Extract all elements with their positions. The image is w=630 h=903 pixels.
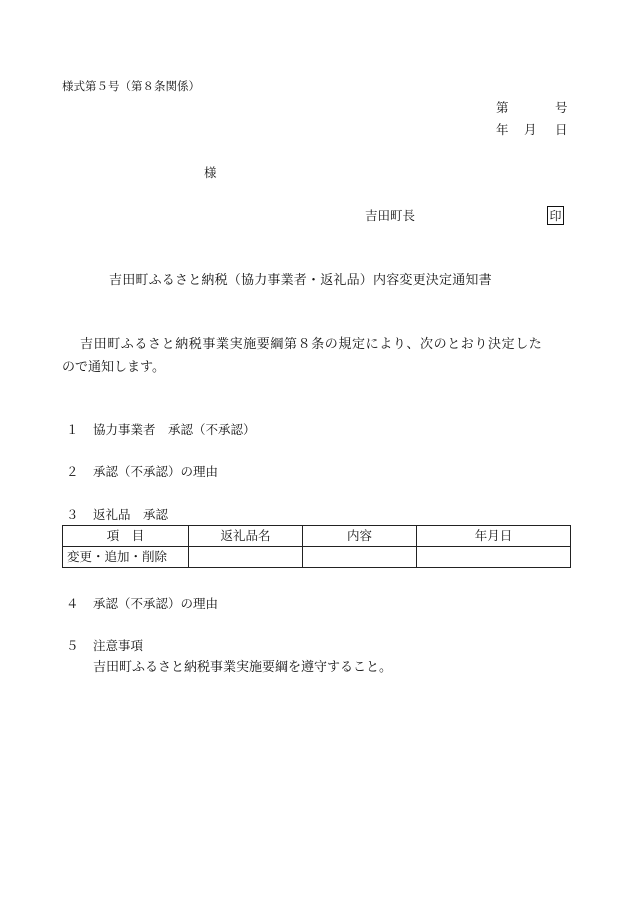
section-2-number: ２ — [66, 464, 79, 479]
issuer-name: 吉田町長 — [365, 208, 416, 223]
section-3-number: ３ — [66, 507, 79, 522]
form-label: 様式第５号（第８条関係） — [62, 79, 200, 93]
number-label-go: 号 — [555, 100, 568, 115]
table-cell-gift-name — [189, 547, 303, 568]
body-text-line-1: 吉田町ふるさと納税事業実施要綱第８条の規定により、次のとおり決定した — [80, 337, 543, 352]
return-gift-table — [62, 525, 571, 568]
section-5-detail: 吉田町ふるさと納税事業実施要綱を遵守すること。 — [93, 660, 393, 675]
section-5-number: ５ — [66, 638, 79, 653]
section-2-heading: 承認（不承認）の理由 — [93, 464, 219, 479]
section-4-heading: 承認（不承認）の理由 — [93, 596, 219, 611]
section-1-number: １ — [66, 422, 79, 437]
section-4-number: ４ — [66, 596, 79, 611]
table-header-date: 年月日 — [417, 526, 571, 547]
table-header-item: 項 目 — [63, 526, 189, 547]
section-5-heading: 注意事項 — [93, 638, 144, 653]
number-label-dai: 第 — [496, 100, 509, 115]
table-cell-date — [417, 547, 571, 568]
table-cell-item: 変更・追加・削除 — [63, 547, 189, 568]
table-row — [63, 547, 571, 568]
seal-mark: 印 — [547, 206, 564, 225]
table-header-gift-name: 返礼品名 — [189, 526, 303, 547]
table-header-row — [63, 526, 571, 547]
date-label-month: 月 — [524, 122, 537, 137]
section-3-heading: 返礼品 承認 — [93, 507, 169, 522]
table-cell-content — [303, 547, 417, 568]
section-1-heading: 協力事業者 承認（不承認） — [93, 422, 256, 437]
table-header-content: 内容 — [303, 526, 417, 547]
addressee-suffix: 様 — [204, 165, 217, 180]
document-title: 吉田町ふるさと納税（協力事業者・返礼品）内容変更決定通知書 — [109, 273, 492, 288]
date-label-day: 日 — [555, 122, 568, 137]
date-label-year: 年 — [496, 122, 509, 137]
body-text-line-2: ので通知します。 — [62, 360, 165, 375]
